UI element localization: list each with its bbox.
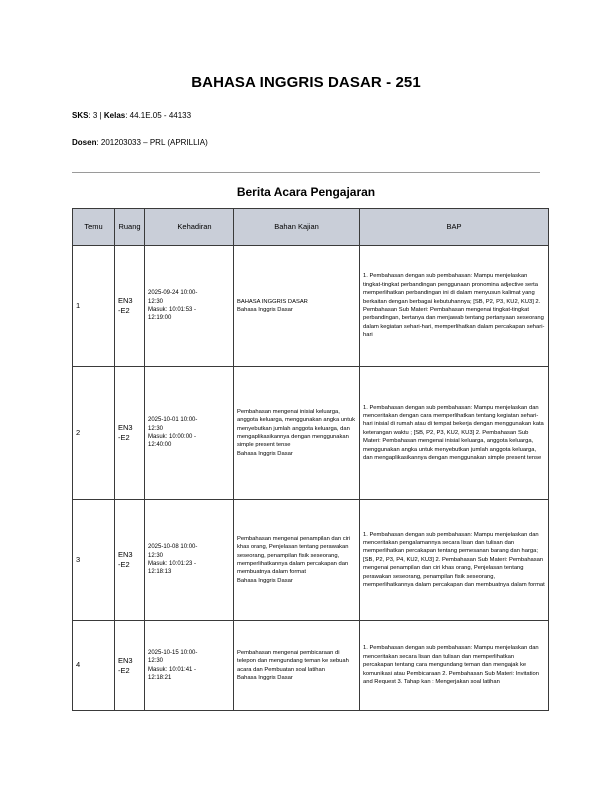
header-bap: BAP <box>360 209 549 246</box>
temu-cell: 1 <box>73 246 115 367</box>
table-row <box>73 621 549 711</box>
table-header-row <box>73 209 549 246</box>
header-kehadiran: Kehadiran <box>145 209 234 246</box>
bap-cell: 1. Pembahasan dengan sub pembahasan: Mampu menjelaskan dan menceritakan pengalamannya secara lisan dan tulisan dan memperlihatkan percakapan tentang pemesanan barang dan harga; [SB, P2, P3, P4, KU2, KU3] 2. Pembahasan Sub Materi: Pembahasan mengenai penampilan dan ciri khas orang, Penjelasan tentang perawakan seseorang, penampilan fisik seseorang, memperlihatkannya dalam percakapan dan membuatnya dalam format <box>360 500 549 621</box>
kehadiran-cell: 2025-09-24 10:00- 12:30 Masuk: 10:01:53 - 12:19:00 <box>145 246 234 367</box>
bap-cell: 1. Pembahasan dengan sub pembahasan: Mampu menjelaskan dan menceritakan secara lisan dan tulisan dan memperlihatkan percakapan tentang cara mengundang teman dan mengajak ke komunikasi atau Pembicaraan 2. Pembahasan Sub Materi: Invitation and Request 3. Tahap kan : Mengerjakan soal latihan <box>360 621 549 711</box>
kehadiran-cell: 2025-10-08 10:00- 12:30 Masuk: 10:01:23 - 12:18:13 <box>145 500 234 621</box>
ruang-cell: EN3 -E2 <box>115 500 145 621</box>
temu-cell: 3 <box>73 500 115 621</box>
kehadiran-cell: 2025-10-01 10:00- 12:30 Masuk: 10:00:00 - 12:40:00 <box>145 367 234 500</box>
table-row <box>73 367 549 500</box>
header-temu: Temu <box>73 209 115 246</box>
kehadiran-cell: 2025-10-15 10:00- 12:30 Masuk: 10:01:41 - 12:18:21 <box>145 621 234 711</box>
bahan-kajian-cell: Pembahasan mengenai penampilan dan ciri khas orang, Penjelasan tentang perawakan seseorang, penampilan fisik seseorang, memperlihatkannya dalam percakapan dan membuatnya dalam format Bahasa Inggris Dasar <box>234 500 360 621</box>
ruang-cell: EN3 -E2 <box>115 367 145 500</box>
ruang-cell: EN3 -E2 <box>115 246 145 367</box>
table-row <box>73 500 549 621</box>
temu-cell: 2 <box>73 367 115 500</box>
kelas-value: : 44.1E.05 - 44133 <box>125 111 192 120</box>
temu-cell: 4 <box>73 621 115 711</box>
ruang-cell: EN3 -E2 <box>115 621 145 711</box>
bap-cell: 1. Pembahasan dengan sub pembahasan: Mampu menjelaskan tingkat-tingkat perbandingan penggunaan pronomina adjective serta memperlihatkan perbandingan ini di dalam menyusun kalimat yang berkaitan dengan berbagai kebutuhannya; [SB, P2, P3, KU2, KU3] 2. Pembahasan Sub Materi: Pembahasan mengenai tingkat-tingkat perbandingan, bertanya dan menjawab tentang pertanyaan seseorang dalam kegiatan sehari-hari, memperlihatkan dalam percakapan sehari-hari <box>360 246 549 367</box>
sks-label: SKS <box>72 111 89 120</box>
section-title: Berita Acara Pengajaran <box>236 185 376 199</box>
dosen-value: : 201203033 – PRL (APRILLIA) <box>96 138 208 147</box>
dosen-label: Dosen <box>72 138 97 147</box>
bahan-kajian-cell: BAHASA INGGRIS DASAR Bahasa Inggris Dasar <box>234 246 360 367</box>
header-ruang: Ruang <box>115 209 145 246</box>
header-bahan-kajian: Bahan Kajian <box>234 209 360 246</box>
table-row <box>73 246 549 367</box>
sks-value: : 3 | <box>88 111 104 120</box>
page-title: BAHASA INGGRIS DASAR - 251 <box>191 74 421 91</box>
berita-acara-table <box>72 208 549 711</box>
kelas-label: Kelas <box>103 111 126 120</box>
divider <box>72 172 540 173</box>
bahan-kajian-cell: Pembahasan mengenai pembicaraan di telepon dan mengundang teman ke sebuah acara dan Pembuatan soal latihan Bahasa Inggris Dasar <box>234 621 360 711</box>
bahan-kajian-cell: Pembahasan mengenai inisial keluarga, anggota keluarga, menggunakan angka untuk menyebutkan jumlah anggota keluarga, dan mengaplikasikannya dengan menggunakan simple present tense Bahasa Inggris Dasar <box>234 367 360 500</box>
bap-cell: 1. Pembahasan dengan sub pembahasan: Mampu menjelaskan dan menceritakan dengan cara memperlihatkan tentang kegiatan sehari-hari inisial di rumah atau di tempat bekerja dengan menggunakan kata keterangan waktu ; [SB, P2, P3, KU2, KU3] 2. Pembahasan Sub Materi: Pembahasan mengenai inisial keluarga, anggota keluarga, menggunakan angka untuk menyebutkan jumlah anggota keluarga, dan mengaplikasikannya dengan menggunakan simple present tense <box>360 367 549 500</box>
course-meta-line <box>72 111 191 120</box>
dosen-meta-line <box>72 138 208 147</box>
